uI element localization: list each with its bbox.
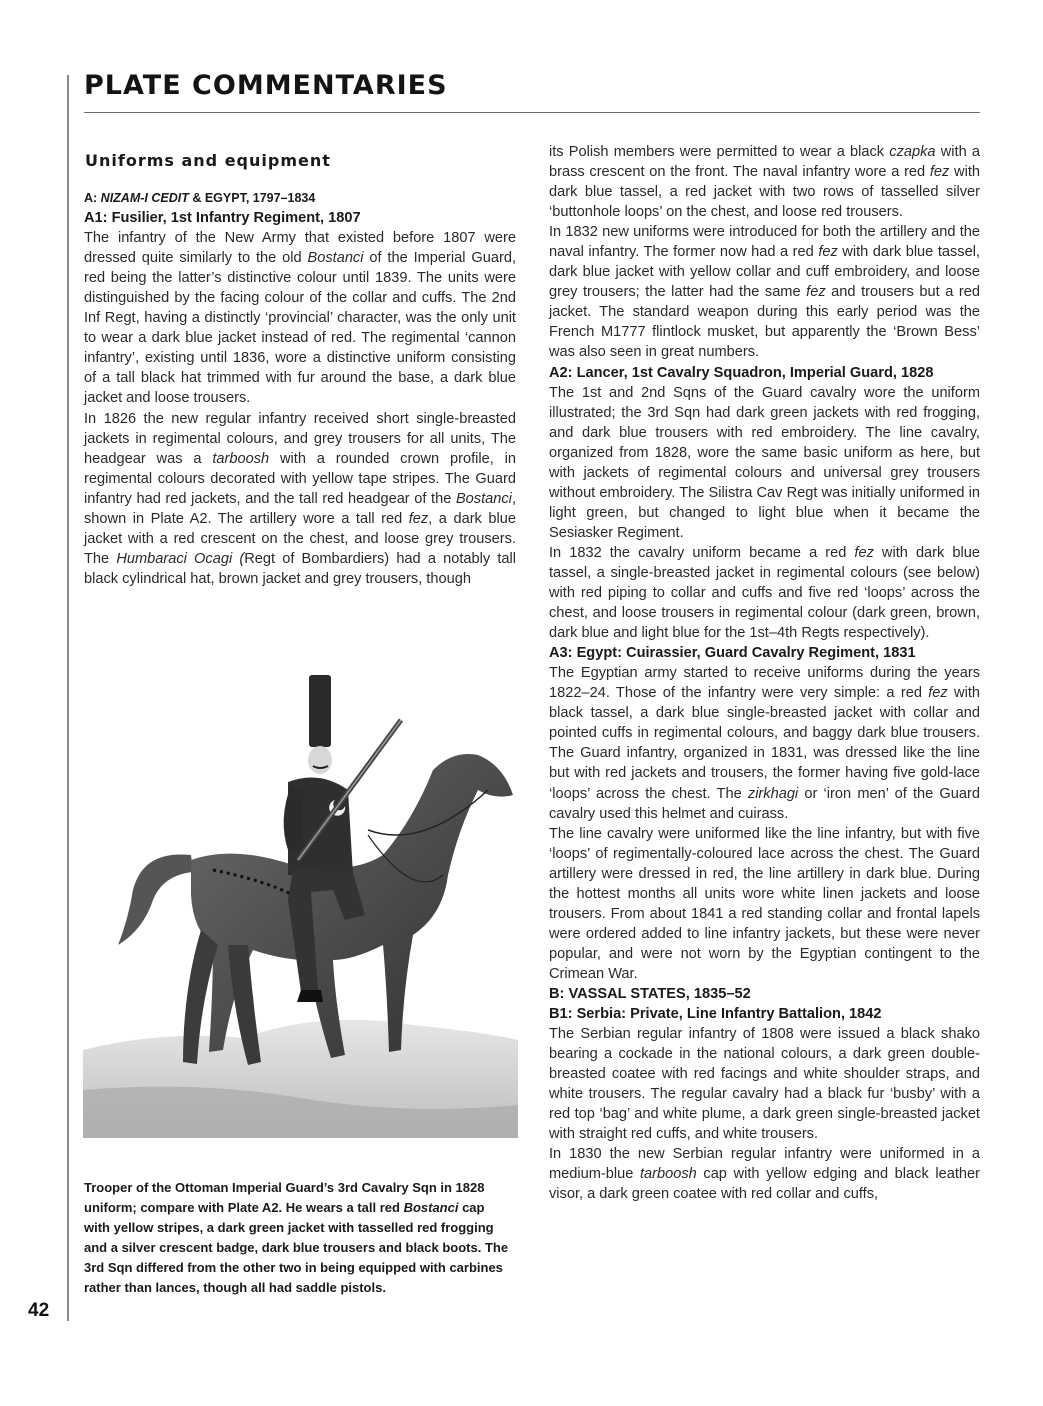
title-rule (84, 112, 980, 113)
part-b-heading: B: VASSAL STATES, 1835–52 (549, 985, 751, 1002)
a3-paragraph-1: The Egyptian army started to receive uniforms during the years 1822–24. Those of the infantry were very simple: a red fez with black tassel, a dark blue single-breasted jacket with collar and pointed cuffs in regimental colours, and baggy dark blue trousers. The Guard infantry, organized in 1831, was dressed like the line but with red jackets and trousers, the former having five gold-lace ‘loops’ across the chest. The zirkhagi or ‘iron men’ of the Guard cavalry used this helmet and cuirass. (549, 665, 980, 822)
a1-heading: A1: Fusilier, 1st Infantry Regiment, 1807 (84, 210, 361, 227)
a2-paragraph-1: The 1st and 2nd Sqns of the Guard cavalry wore the uniform illustrated; the 3rd Sqn had dark green jackets with red frogging, and dark blue trousers with red embroidery. The line cavalry, organized from 1828, wore the same basic uniform as here, but with jackets of regimental colours and universal grey trousers without embroidery. The Silistra Cav Regt was initially uniformed in light green, but changed to light blue when it became the Sesiasker Regiment. (549, 384, 980, 541)
right-column (549, 142, 980, 1204)
a3-paragraph-2: The line cavalry were uniformed like the line infantry, but with five ‘loops’ of regimentally-coloured lace across the chest. The Guard artillery were dressed in red, the line artillery in dark blue. During the hottest months all units wore white linen jackets and loose trousers. From about 1841 a red standing collar and frontal lapels were ordered added to line infantry jackets, but these were never popular, and were not worn by the Egyptian contingent to the Crimean War. (549, 825, 980, 982)
page-title: PLATE COMMENTARIES (84, 70, 448, 101)
a1-paragraph-2-continued: its Polish members were permitted to wear a black czapka with a brass crescent on the front. The naval infantry wore a red fez with dark blue tassel, a red jacket with two rows of tasselled silver ‘buttonhole loops’ on the chest, and loose red trousers. (549, 144, 981, 221)
b1-paragraph-2: In 1830 the new Serbian regular infantry were uniformed in a medium-blue tarboosh cap with yellow edging and black leather visor, a dark green coatee with red collar and cuffs, (549, 1146, 980, 1203)
margin-vertical-rule (67, 75, 69, 1321)
a1-paragraph-2-start: In 1826 the new regular infantry received short single-breasted jackets in regimental colours, and grey trousers for all units, The headgear was a tarboosh with a rounded crown profile, in regimental colours decorated with yellow tape stripes. The Guard infantry had red jackets, and the tall red headgear of the Bostanci, shown in Plate A2. The artillery wore a tall red fez, a dark blue jacket with a red crescent on the chest, and loose grey trousers. The Humbaraci Ocagi (Regt of Bombardiers) had a notably tall black cylindrical hat, brown jacket and grey trousers, though (84, 410, 517, 587)
a2-heading: A2: Lancer, 1st Cavalry Squadron, Imperial Guard, 1828 (549, 364, 934, 381)
b1-heading: B1: Serbia: Private, Line Infantry Battalion, 1842 (549, 1006, 882, 1023)
a3-heading: A3: Egypt: Cuirassier, Guard Cavalry Regiment, 1831 (549, 645, 916, 662)
part-a-heading: A: NIZAM-I CEDIT & EGYPT, 1797–1834 (84, 191, 316, 205)
section-heading: Uniforms and equipment (85, 151, 331, 170)
left-column (84, 188, 516, 589)
page-number: 42 (28, 1300, 50, 1321)
cavalry-trooper-illustration (83, 660, 518, 1138)
b1-paragraph-1: The Serbian regular infantry of 1808 were issued a black shako bearing a cockade in the national colours, a dark green double-breasted coatee with red facings and white shoulder straps, and white trousers. The regular cavalry had a black fur ‘busby’ with a red top ‘bag’ and white plume, a dark green single-breasted jacket with straight red cuffs, and white trousers. (549, 1026, 980, 1143)
a1-paragraph-3: In 1832 new uniforms were introduced for both the artillery and the naval infantry. The former now had a red fez with dark blue tassel, dark blue jacket with yellow collar and cuff embroidery, and loose grey trousers; the latter had the same fez and trousers but a red jacket. The standard weapon during this early period was the French M1777 flintlock musket, but apparently the ‘Brown Bess’ was also seen in great numbers. (549, 224, 980, 361)
a2-paragraph-2: In 1832 the cavalry uniform became a red fez with dark blue tassel, a single-breasted jacket in regimental colours (see below) with red piping to collar and cuffs and five red ‘loops’ across the chest, and loose trousers in regimental colour (dark green, brown, dark blue and light blue for the 1st–4th Regts respectively). (549, 544, 980, 642)
figure-caption: Trooper of the Ottoman Imperial Guard’s 3rd Cavalry Sqn in 1828 uniform; compare with Plate A2. He wears a tall red Bostanci cap with yellow stripes, a dark green jacket with tasselled red frogging and a silver crescent badge, dark blue trousers and black boots. The 3rd Sqn differed from the other two in being equipped with carbines rather than lances, though all had saddle pistols. (84, 1180, 509, 1295)
a1-paragraph-1: The infantry of the New Army that existed before 1807 were dressed quite similarly to the old Bostanci of the Imperial Guard, red being the latter’s distinctive colour until 1839. The units were distinguished by the facing colour of the collar and cuffs. The 2nd Inf Regt, having a distinctly ‘provincial’ character, was the only unit to wear a dark blue jacket instead of red. The regimental ‘cannon infantry’, existing until 1836, wore a distinctive uniform consisting of a tall black hat trimmed with fur around the base, a dark blue jacket and loose trousers. (84, 230, 516, 407)
